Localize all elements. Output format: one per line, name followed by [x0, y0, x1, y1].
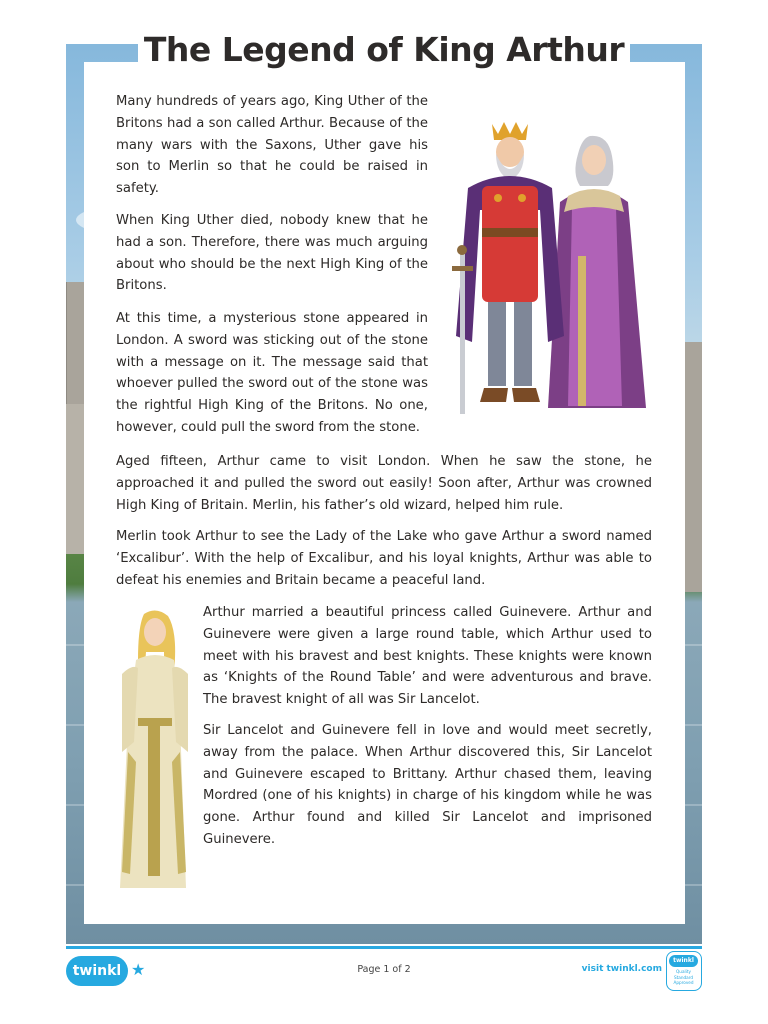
badge-text: Quality Standard Approved	[673, 969, 694, 985]
page-title: The Legend of King Arthur	[143, 30, 625, 69]
star-icon: ★	[131, 960, 146, 979]
paragraph-2: When King Uther died, nobody knew that he had a son. Therefore, there was much arguing about who should be the next High King of the Britons.	[116, 213, 428, 294]
footer-divider	[66, 946, 702, 949]
badge-label: twinkl	[669, 955, 698, 967]
paragraph-7: Sir Lancelot and Guinevere fell in love and would meet secretly, away from the palace. When Arthur discovered this, Sir Lancelot and Guinevere escaped to Brittany. Arthur chased them, leaving Mordred (one of his knights) in charge of his kingdom while he was gone. Arthur found and killed Sir Lancelot and imprisoned Guinevere.	[203, 723, 652, 847]
paragraph-1: Many hundreds of years ago, King Uther of the Britons had a son called Arthur. Because of the many wars with the Saxons, Uther gave his son to Merlin so that he could be raised in safety.	[116, 94, 428, 197]
page-number: Page 1 of 2	[357, 964, 411, 975]
guinevere-illustration	[108, 602, 200, 892]
paragraph-4: Aged fifteen, Arthur came to visit London. When he saw the stone, he approached it and pulled the sword out easily! Soon after, Arthur was crowned High King of Britain. Merlin, his father’s old wizard, helped him rule.	[116, 454, 652, 513]
paragraph-3: At this time, a mysterious stone appeared in London. A sword was sticking out of the stone with a message on it. The message said that whoever pulled the sword out of the stone was the rightful High King of the Britons. No one, however, could pull the sword from the stone.	[116, 311, 428, 435]
twinkl-logo[interactable]: twinkl	[66, 956, 128, 986]
paragraph-6: Arthur married a beautiful princess called Guinevere. Arthur and Guinevere were given a large round table, which Arthur used to meet with his bravest and best knights. These knights were known as ‘Knights of the Round Table’ and were adventurous and brave. The bravest knight of all was Sir Lancelot.	[203, 605, 652, 708]
king-queen-illustration	[440, 116, 660, 418]
visit-link[interactable]: visit twinkl.com	[581, 964, 662, 974]
quality-badge-icon	[666, 951, 702, 991]
paragraph-5: Merlin took Arthur to see the Lady of the Lake who gave Arthur a sword named ‘Excalibur’. With the help of Excalibur, and his loyal knights, Arthur was able to defeat his enemies and Britain became a peaceful land.	[116, 529, 652, 588]
